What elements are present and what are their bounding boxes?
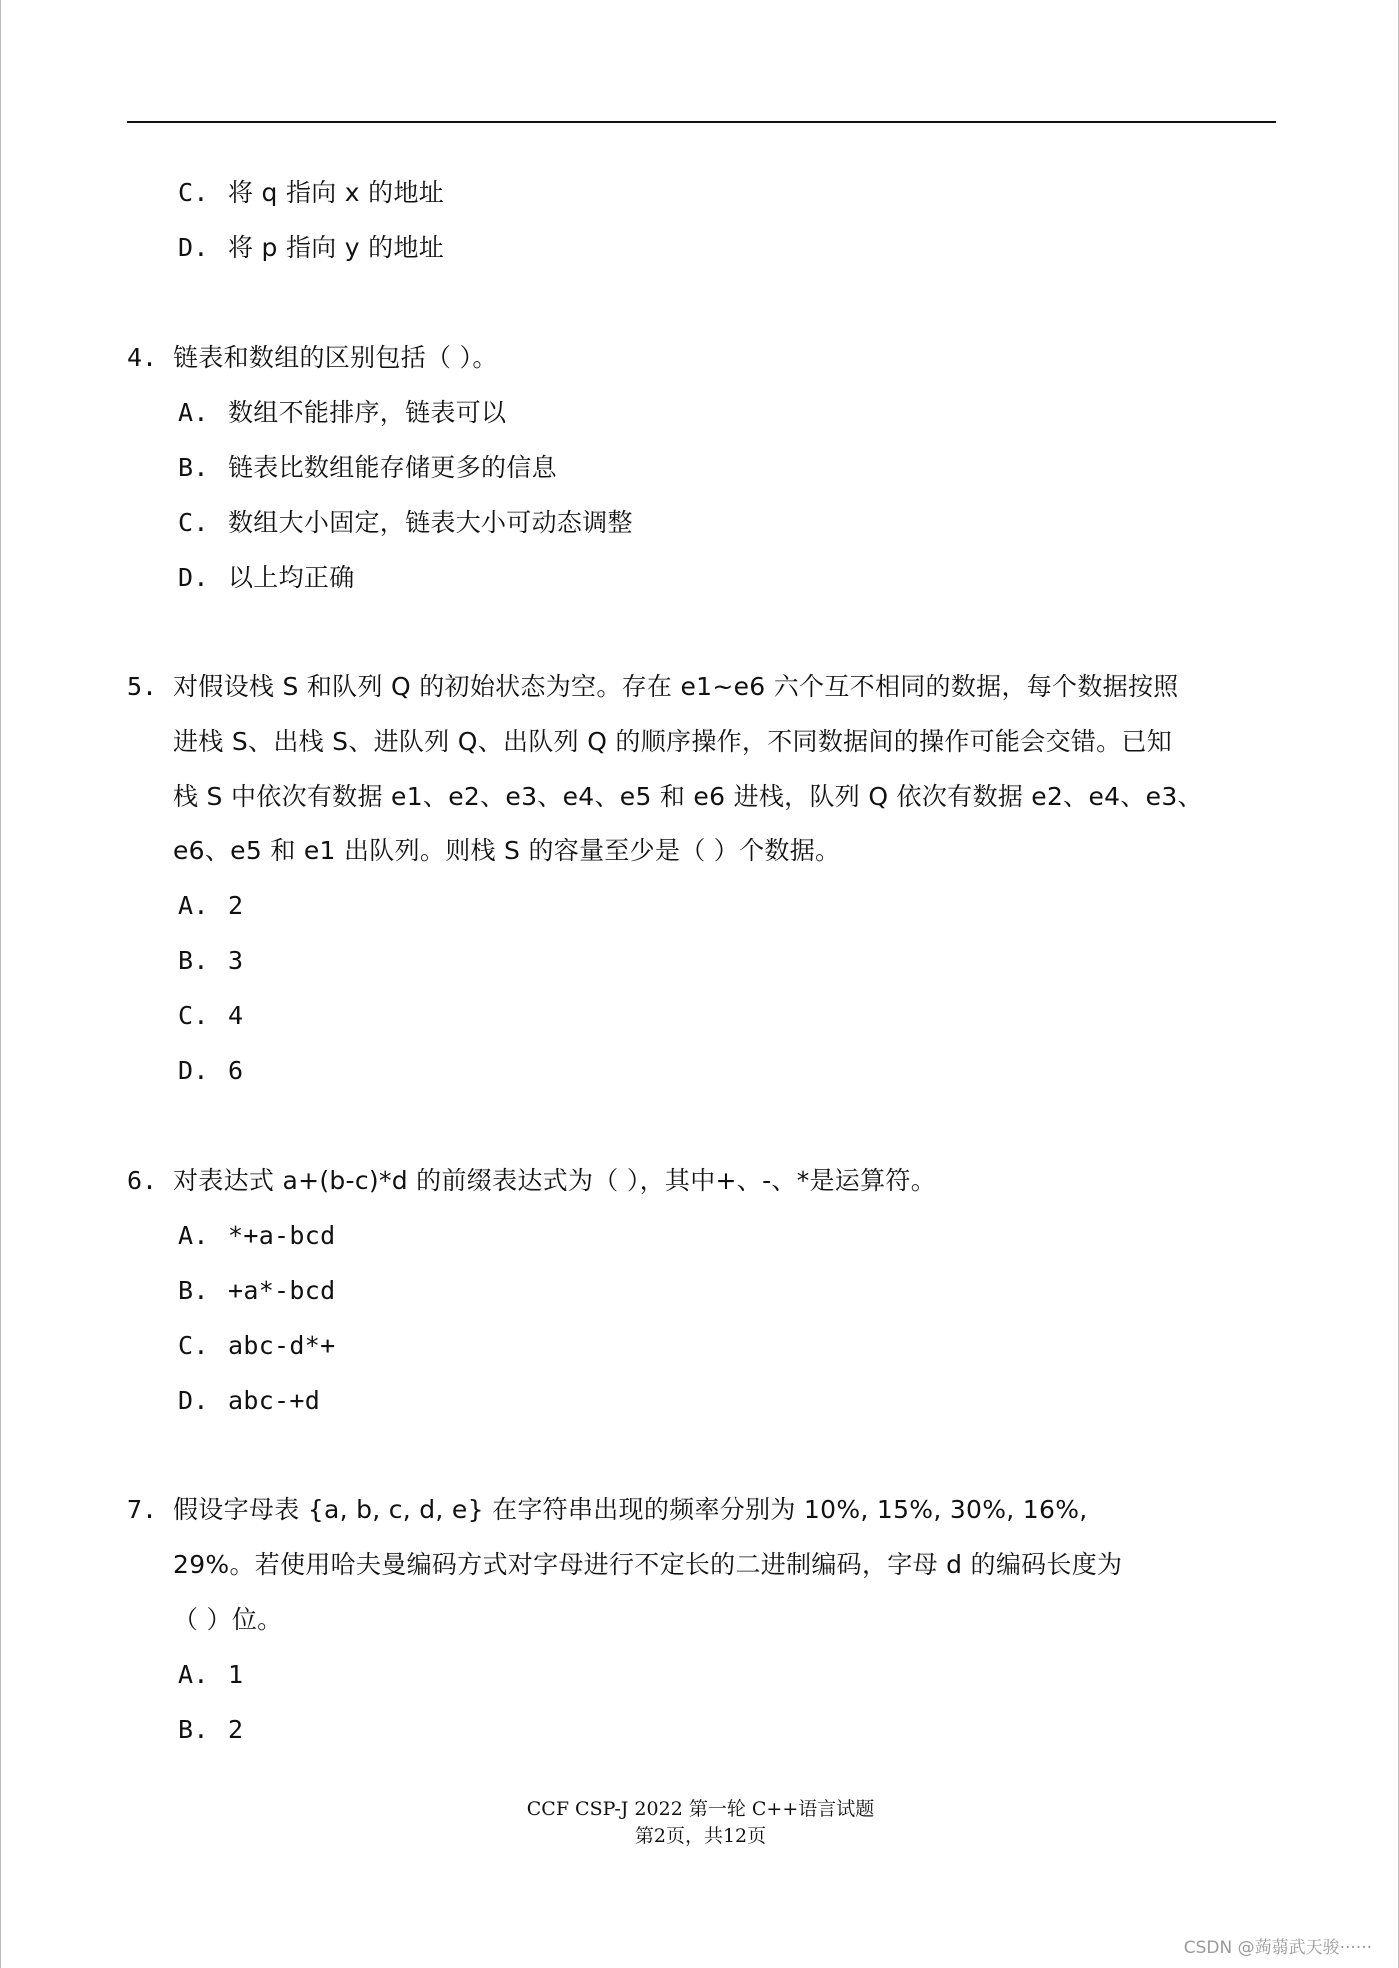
option-key: C. xyxy=(178,1331,209,1360)
option-text: 2 xyxy=(228,891,244,920)
option-key: D. xyxy=(178,1056,209,1085)
option-key: A. xyxy=(178,1221,209,1250)
option-key: C. xyxy=(178,1001,209,1030)
option-row xyxy=(178,889,243,923)
option-key: B. xyxy=(178,1715,209,1744)
question-text: 链表和数组的区别包括（ ）。 xyxy=(173,343,498,372)
option-row xyxy=(178,944,243,978)
option-row xyxy=(178,1713,243,1747)
footer-page-number: 第2页，共12页 xyxy=(634,1825,767,1847)
question-text: 假设字母表 {a, b, c, d, e} 在字符串出现的频率分别为 10%, 15%, 30%, 16%, xyxy=(173,1495,1088,1524)
option-text: +a*-bcd xyxy=(228,1276,336,1305)
question-text: 栈 S 中依次有数据 e1、e2、e3、e4、e5 和 e6 进栈，队列 Q 依次有数据 e2、e4、e3、 xyxy=(173,782,1203,811)
header-rule xyxy=(127,121,1276,123)
option-text: *+a-bcd xyxy=(228,1221,336,1250)
option-key: A. xyxy=(178,398,209,427)
option-key: B. xyxy=(178,1276,209,1305)
option-text: 将 q 指向 x 的地址 xyxy=(228,178,445,207)
question-text: 进栈 S、出栈 S、进队列 Q、出队列 Q 的顺序操作，不同数据间的操作可能会交错。已知 xyxy=(173,727,1173,756)
option-key: D. xyxy=(178,563,209,592)
option-text: 数组不能排序，链表可以 xyxy=(228,398,507,427)
option-key: B. xyxy=(178,453,209,482)
option-text: 链表比数组能存储更多的信息 xyxy=(228,453,557,482)
option-row xyxy=(178,1054,243,1088)
option-text: 将 p 指向 y 的地址 xyxy=(228,233,445,262)
footer-title: CCF CSP-J 2022 第一轮 C++语言试题 xyxy=(526,1798,875,1820)
option-row xyxy=(178,1329,335,1363)
option-key: C. xyxy=(178,178,209,207)
option-row xyxy=(178,396,506,430)
option-text: 4 xyxy=(228,1001,244,1030)
question-text: （ ）位。 xyxy=(173,1605,283,1634)
question-number: 7. xyxy=(127,1495,158,1524)
question-text: e6、e5 和 e1 出队列。则栈 S 的容量至少是（ ）个数据。 xyxy=(173,836,841,865)
option-key: D. xyxy=(178,233,209,262)
option-row xyxy=(178,451,557,485)
option-row xyxy=(178,1384,320,1418)
option-row xyxy=(178,999,243,1033)
option-key: A. xyxy=(178,891,209,920)
option-row xyxy=(178,1658,243,1692)
option-key: A. xyxy=(178,1660,209,1689)
option-text: 3 xyxy=(228,946,244,975)
option-text: 数组大小固定，链表大小可动态调整 xyxy=(228,508,633,537)
option-text: abc-+d xyxy=(228,1386,321,1415)
question-number: 5. xyxy=(127,672,158,701)
option-text: 以上均正确 xyxy=(228,563,355,592)
option-text: abc-d*+ xyxy=(228,1331,336,1360)
option-row xyxy=(178,1274,335,1308)
option-row xyxy=(178,506,633,540)
question-number: 4. xyxy=(127,343,158,372)
question-text: 29%。若使用哈夫曼编码方式对字母进行不定长的二进制编码，字母 d 的编码长度为 xyxy=(173,1550,1123,1579)
option-row xyxy=(178,231,444,265)
question-number: 6. xyxy=(127,1166,158,1195)
option-row xyxy=(178,176,444,210)
csdn-watermark: CSDN @蒟蒻武天骏······ xyxy=(1183,1938,1372,1958)
option-text: 1 xyxy=(228,1660,244,1689)
option-text: 2 xyxy=(228,1715,244,1744)
question-text: 对表达式 a+(b-c)*d 的前缀表达式为（ ），其中+、-、*是运算符。 xyxy=(173,1166,936,1195)
option-row xyxy=(178,1219,335,1253)
option-key: C. xyxy=(178,508,209,537)
option-key: B. xyxy=(178,946,209,975)
option-text: 6 xyxy=(228,1056,244,1085)
option-key: D. xyxy=(178,1386,209,1415)
option-row xyxy=(178,561,355,595)
question-text: 对假设栈 S 和队列 Q 的初始状态为空。存在 e1~e6 六个互不相同的数据，每个数据按照 xyxy=(173,672,1179,701)
